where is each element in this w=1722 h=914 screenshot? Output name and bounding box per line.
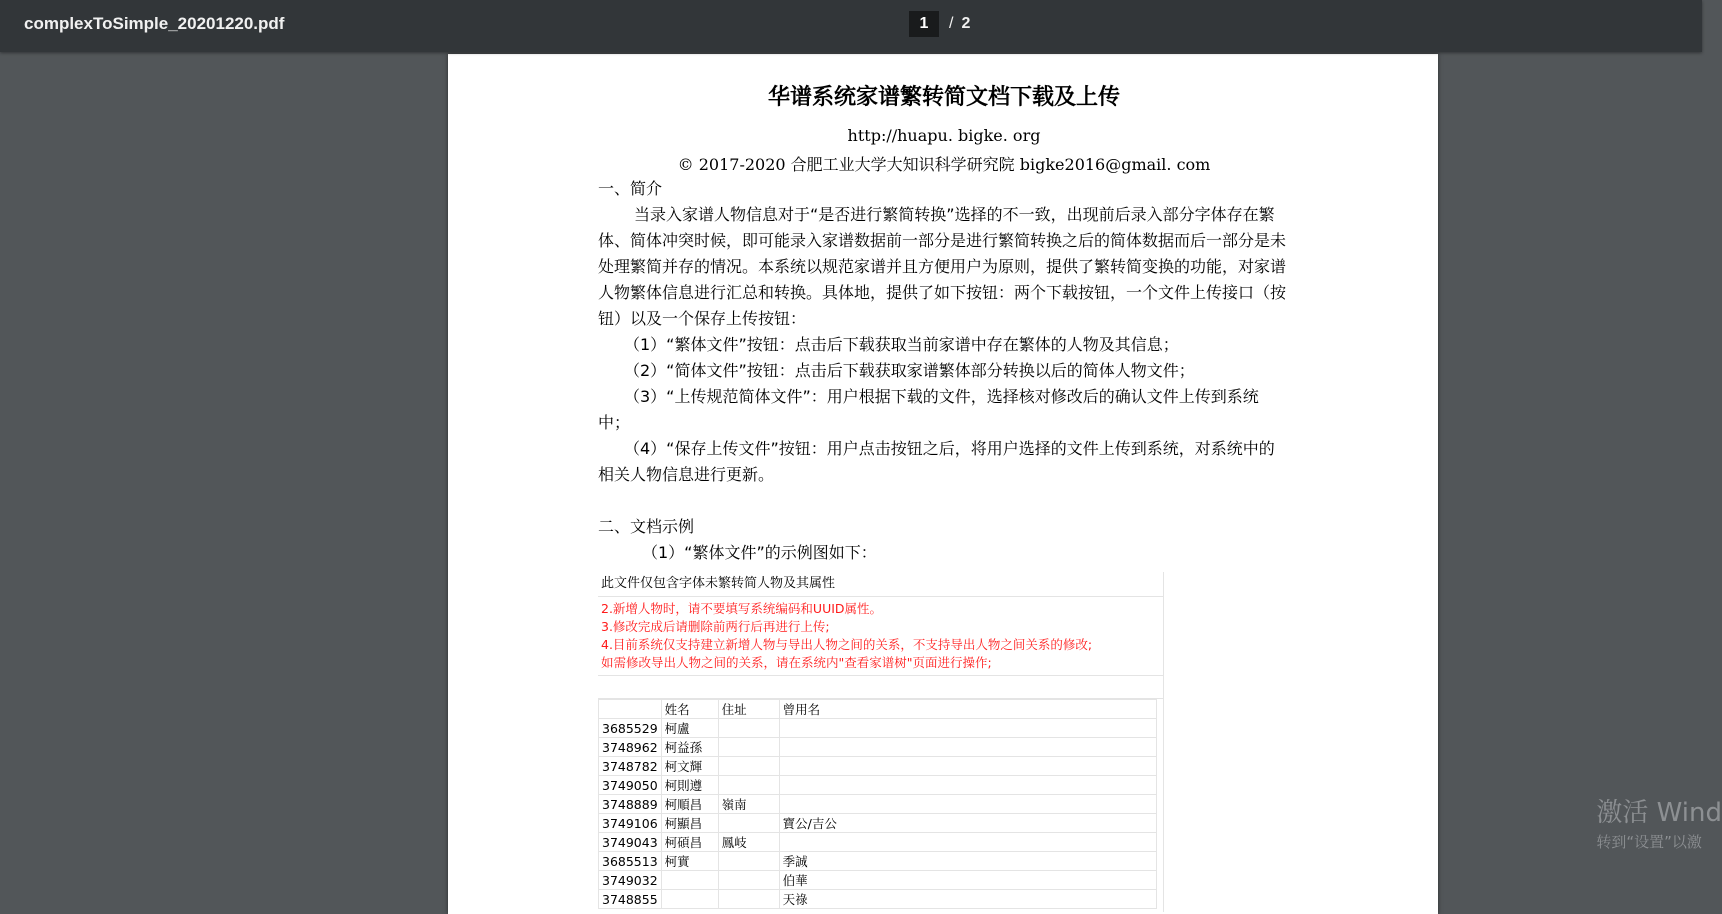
cell-address <box>718 871 779 890</box>
cell-former-name: 天祿 <box>779 890 1156 909</box>
cell-name: 柯益孫 <box>661 738 718 757</box>
cell-address: 嶺南 <box>718 795 779 814</box>
page-selector <box>909 10 970 38</box>
cell-address <box>718 757 779 776</box>
cell-id: 3749043 <box>599 833 662 852</box>
cell-former-name <box>779 757 1156 776</box>
cell-address <box>718 738 779 757</box>
cell-id: 3749106 <box>599 814 662 833</box>
cell-name: 柯實 <box>661 852 718 871</box>
watermark-line1: 激活 Wind <box>1596 798 1722 828</box>
cell-former-name <box>779 833 1156 852</box>
table-row <box>599 890 1157 909</box>
windows-activation-watermark <box>1596 792 1722 852</box>
cell-address <box>718 814 779 833</box>
list-item: （4）“保存上传文件”按钮：用户点击按钮之后，将用户选择的文件上传到系统，对系统中的相关人物信息进行更新。 <box>598 439 1275 484</box>
warning-note: 3.修改完成后请删除前两行后再进行上传; <box>601 619 830 634</box>
table-row <box>599 814 1157 833</box>
table-header-row <box>599 700 1157 719</box>
column-header: 曾用名 <box>779 700 1156 719</box>
column-header <box>599 700 662 719</box>
cell-address: 鳳岐 <box>718 833 779 852</box>
cell-name: 柯則遵 <box>661 776 718 795</box>
spreadsheet-table <box>598 699 1157 909</box>
table-row <box>599 757 1157 776</box>
cell-id: 3748962 <box>599 738 662 757</box>
cell-id: 3749032 <box>599 871 662 890</box>
cell-former-name: 伯華 <box>779 871 1156 890</box>
cell-name <box>661 890 718 909</box>
cell-id: 3685513 <box>599 852 662 871</box>
total-pages: 2 <box>961 15 971 32</box>
pdf-toolbar <box>0 0 1702 52</box>
example-caption: （1）“繁体文件”的示例图如下： <box>642 543 877 562</box>
intro-paragraph: 当录入家谱人物信息对于“是否进行繁简转换”选择的不一致，出现前后录入部分字体存在繁体、简体冲突时候，即可能录入家谱数据前一部分是进行繁简转换之后的简体数据而后一部分是未处理繁简并存的情况。本系统以规范家谱并且方便用户为原则，提供了繁转简变换的功能，对家谱人物繁体信息进行汇总和转换。具体地，提供了如下按钮：两个下载按钮，一个文件上传接口（按钮）以及一个保存上传按钮： <box>598 205 1287 328</box>
watermark-line2: 转到“设置”以激 <box>1596 833 1702 851</box>
cell-address <box>718 719 779 738</box>
column-header: 姓名 <box>661 700 718 719</box>
page-separator: / <box>949 15 954 32</box>
cell-id: 3748782 <box>599 757 662 776</box>
website-url: http://huapu. bigke. org <box>847 126 1041 145</box>
cell-id: 3749050 <box>599 776 662 795</box>
cell-name <box>661 871 718 890</box>
spreadsheet-example-image <box>598 572 1164 912</box>
spreadsheet-warning-notes <box>598 597 1163 676</box>
list-item: （2）“简体文件”按钮：点击后下载获取家谱繁体部分转换以后的简体人物文件； <box>624 361 1195 380</box>
cell-id: 3748855 <box>599 890 662 909</box>
warning-note: 4.目前系统仅支持建立新增人物与导出人物之间的关系，不支持导出人物之间关系的修改; <box>601 637 1093 652</box>
list-item: （3）“上传规范简体文件”：用户根据下载的文件，选择核对修改后的确认文件上传到系统中； <box>598 387 1259 432</box>
pdf-page <box>448 54 1438 914</box>
warning-note: 如需修改导出人物之间的关系，请在系统内"查看家谱树"页面进行操作; <box>601 655 992 670</box>
cell-former-name <box>779 738 1156 757</box>
list-item: （1）“繁体文件”按钮：点击后下载获取当前家谱中存在繁体的人物及其信息； <box>624 335 1179 354</box>
copyright-line: © 2017-2020 合肥工业大学大知识科学研究院 bigke2016@gmail. com <box>677 155 1211 174</box>
section-heading: 二、文档示例 <box>598 517 695 536</box>
cell-name: 柯碩昌 <box>661 833 718 852</box>
column-header: 住址 <box>718 700 779 719</box>
cell-id: 3685529 <box>599 719 662 738</box>
cell-former-name: 季誠 <box>779 852 1156 871</box>
document-title: 华谱系统家谱繁转简文档下载及上传 <box>767 85 1120 110</box>
table-row <box>599 719 1157 738</box>
file-name: complexToSimple_20201220.pdf <box>24 14 285 33</box>
cell-name: 柯盧 <box>661 719 718 738</box>
cell-former-name: 寶公/吉公 <box>779 814 1156 833</box>
cell-address <box>718 890 779 909</box>
table-row <box>599 833 1157 852</box>
body-text <box>598 176 1290 566</box>
cell-name: 柯順昌 <box>661 795 718 814</box>
warning-note: 2.新增人物时，请不要填写系统编码和UUID属性。 <box>601 601 883 616</box>
cell-name: 柯文輝 <box>661 757 718 776</box>
page-number-input[interactable] <box>909 11 939 37</box>
table-row <box>599 871 1157 890</box>
cell-name: 柯顯昌 <box>661 814 718 833</box>
cell-former-name <box>779 795 1156 814</box>
table-row <box>599 795 1157 814</box>
cell-address <box>718 852 779 871</box>
cell-former-name <box>779 719 1156 738</box>
table-row <box>599 776 1157 795</box>
table-row <box>599 852 1157 871</box>
table-row <box>599 738 1157 757</box>
cell-id: 3748889 <box>599 795 662 814</box>
cell-address <box>718 776 779 795</box>
cell-former-name <box>779 776 1156 795</box>
spreadsheet-header-note: 此文件仅包含字体未繁转简人物及其属性 <box>598 572 1163 597</box>
section-heading: 一、简介 <box>598 179 663 198</box>
